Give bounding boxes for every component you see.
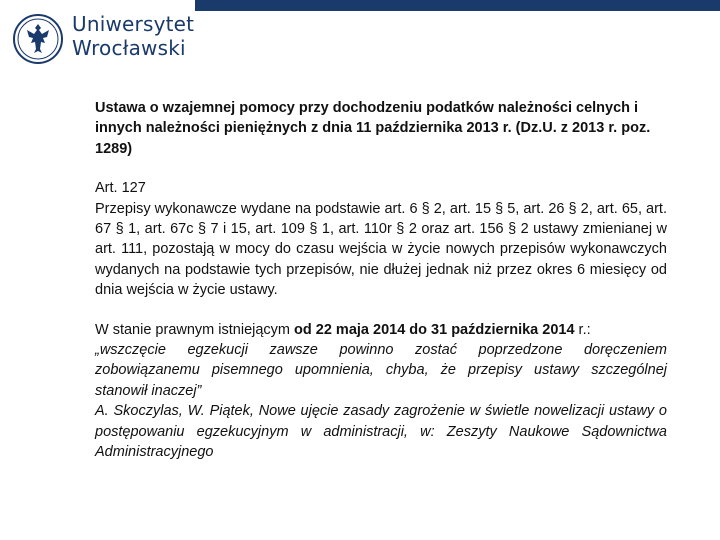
legal-state-heading: [95, 320, 667, 340]
top-accent-bar: [195, 0, 720, 11]
legal-state-intro: W stanie prawnym istniejącym: [95, 321, 295, 338]
logo-line-1: Uniwersytet: [72, 12, 195, 36]
logo-line-2: Wrocławski: [72, 36, 186, 60]
legal-state-suffix: r.:: [574, 321, 591, 338]
university-logo: [0, 0, 195, 75]
eagle-emblem-icon: [12, 13, 64, 65]
article-text: Przepisy wykonawcze wydane na podstawie art. 6 § 2, art. 15 § 5, art. 26 § 2, art. 65, art. 67 § 1, art. 67c § 7 i 15, art. 109 § 1, art. 110r § 2 oraz art. 156 § 2 ustawy zmienianej w art. 111, pozostają w mocy do czasu wejścia w życie nowych przepisów wykonawczych wydanych na podstawie tych przepisów, nie dłużej jednak niż przez okres 6 miesięcy od dnia wejścia w życie ustawy.: [95, 200, 667, 299]
act-title: Ustawa o wzajemnej pomocy przy dochodzeniu podatków należności celnych i innych należności pieniężnych z dnia 11 października 2013 r. (Dz.U. z 2013 r. poz. 1289): [95, 100, 651, 157]
legal-state-section: [95, 320, 667, 463]
article-number: Art. 127: [95, 180, 146, 197]
slide-content: [95, 98, 667, 463]
article-section: [95, 178, 667, 300]
citation-text: A. Skoczylas, W. Piątek, Nowe ujęcie zasady zagrożenie w świetle nowelizacji ustawy o postępowaniu egzekucyjnym w administracji, w: Zeszyty Naukowe Sądownictwa Administracyjnego: [95, 403, 667, 461]
legal-state-period: od 22 maja 2014 do 31 października 2014: [294, 321, 575, 338]
quote-text: „wszczęcie egzekucji zawsze powinno zostać poprzedzone doręczeniem zobowiązanemu pisemnego upomnienia, chyba, że przepisy ustawy szczególnej stanowił inaczej”: [95, 342, 667, 399]
